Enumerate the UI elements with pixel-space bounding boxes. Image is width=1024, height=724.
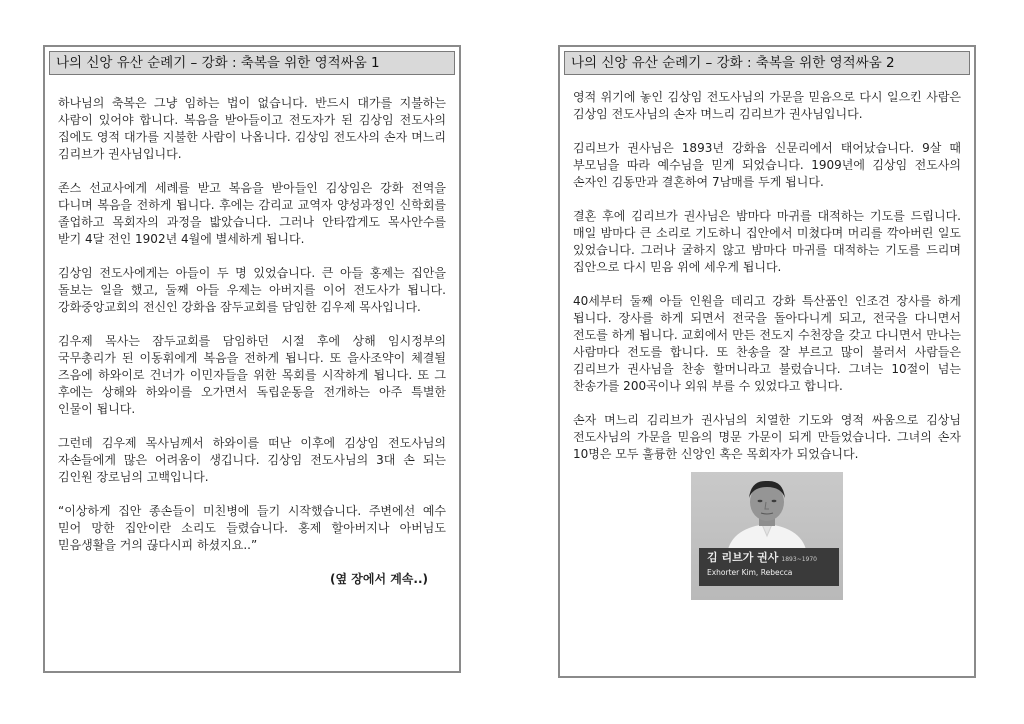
- page-title: 나의 신앙 유산 순례기 – 강화 : 축복을 위한 영적싸움 1: [49, 51, 455, 75]
- paragraph: “이상하게 집안 종손들이 미친병에 들기 시작했습니다. 주변에선 예수 믿어 망한 집안이란 소리도 들렸습니다. 홍제 할아버지나 아버님도 믿음생활을 거의 끊다시피 하셨지요..”: [58, 504, 446, 552]
- continue-note: (옆 장에서 계속..): [330, 572, 428, 586]
- name-plaque: [699, 548, 839, 586]
- paragraph: 김리브가 권사님은 1893년 강화읍 신문리에서 태어났습니다. 9살 때 부모님을 따라 예수님을 믿게 되었습니다. 1909년에 김상임 전도사의 손자인 김동만과 결혼하여 7남매를 두게 됩니다.: [573, 141, 961, 189]
- paragraph: 존스 선교사에게 세례를 받고 복음을 받아들인 김상임은 강화 전역을 다니며 복음을 전하게 됩니다. 후에는 감리교 교역자 양성과정인 신학회를 졸업하고 목회자의 과정을 밟았습니다. 그러나 안타깝게도 목사안수를 받기 4달 전인 1902년 4월에 별세하게 됩니다.: [58, 181, 446, 246]
- paragraph: 손자 며느리 김리브가 권사님의 치열한 기도와 영적 싸움으로 김상님 전도사님의 가문을 믿음의 명문 가문이 되게 만들었습니다. 그녀의 손자 10명은 모두 훌륭한 신앙인 혹은 목회자가 되었습니다.: [573, 413, 961, 461]
- paragraph: 김우제 목사는 잠두교회를 담임하던 시절 후에 상해 임시정부의 국무총리가 된 이동휘에게 복음을 전하게 됩니다. 또 을사조약이 체결될 즈음에 하와이로 건너가 이민자들을 위한 목회를 시작하게 됩니다. 또 그 후에는 상해와 하와이를 오가면서 독립운동을 전개하는 아주 특별한 인물이 됩니다.: [58, 334, 446, 416]
- page-panel-2: [558, 45, 976, 678]
- woman-portrait-image: [721, 478, 813, 554]
- plaque-english-name: Exhorter Kim, Rebecca: [707, 568, 793, 577]
- paragraph: 결혼 후에 김리브가 권사님은 밤마다 마귀를 대적하는 기도를 드립니다. 매일 밤마다 큰 소리로 기도하니 집안에서 미쳤다며 머리를 깍아버린 일도 있었습니다. 그러나 굴하지 않고 밤마다 마귀를 대적하는 기도를 드리며 집안으로 다시 믿음 위에 세우게 됩니다.: [573, 209, 961, 274]
- paragraph: 40세부터 둘째 아들 인원을 데리고 강화 특산품인 인조견 장사를 하게 됩니다. 장사를 하게 되면서 전국을 돌아다니게 되고, 전국을 다니면서 전도를 하게 됩니다. 교회에서 만든 전도지 수천장을 갖고 다니면서 만나는 사람마다 전도를 합니다. 또 찬송을 잘 부르고 많이 불러서 사람들은 김리브가 권사님을 찬송 할머니라고 불렀습니다. 그녀는 10절이 넘는 찬송가를 200곡이나 외워 부를 수 있었다고 합니다.: [573, 294, 961, 393]
- page-title: 나의 신앙 유산 순례기 – 강화 : 축복을 위한 영적싸움 2: [564, 51, 970, 75]
- plaque-name: 김 리브가 권사: [707, 551, 779, 564]
- body-text: [573, 89, 961, 600]
- page-panel-1: [43, 45, 461, 673]
- body-text: [58, 95, 446, 588]
- portrait-photo: [691, 472, 843, 600]
- paragraph: 그런데 김우제 목사님께서 하와이를 떠난 이후에 김상임 전도사님의 자손들에게 많은 어려움이 생깁니다. 김상임 전도사님의 3대 손 되는 김인원 장로님의 고백입니다.: [58, 436, 446, 484]
- paragraph: 김상임 전도사에게는 아들이 두 명 있었습니다. 큰 아들 홍제는 집안을 돌보는 일을 했고, 둘째 아들 우제는 아버지를 이어 전도사가 됩니다. 강화중앙교회의 전신인 강화읍 잠두교회를 담임한 김우제 목사입니다.: [58, 266, 446, 314]
- paragraph: 영적 위기에 놓인 김상임 전도사님의 가문을 믿음으로 다시 일으킨 사람은 김상임 전도사님의 손자 며느리 김리브가 권사님입니다.: [573, 90, 961, 121]
- plaque-years: 1893~1970: [781, 556, 817, 563]
- paragraph: 하나님의 축복은 그냥 임하는 법이 없습니다. 반드시 대가를 지불하는 사람이 있어야 합니다. 복음을 받아들이고 전도자가 된 김상임 전도사의 집에도 영적 대가를 지불한 사람이 나옵니다. 김상임 전도사의 손자 며느리 김리브가 권사님입니다.: [58, 96, 446, 161]
